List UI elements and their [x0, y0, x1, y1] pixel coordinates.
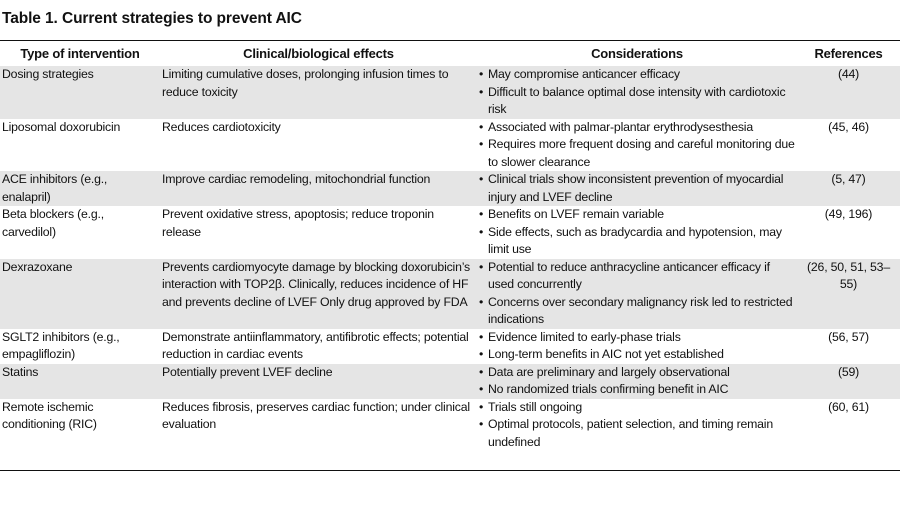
references-cell: (5, 47): [797, 171, 900, 206]
intervention-cell: Dosing strategies: [0, 66, 160, 119]
intervention-cell: Beta blockers (e.g., carvedilol): [2, 207, 104, 239]
consideration-item: • May compromise anticancer efficacy: [479, 66, 795, 84]
references-cell: (26, 50, 51, 53–55): [797, 259, 900, 329]
intervention-cell: Dexrazoxane: [0, 259, 160, 329]
table-row: [0, 206, 900, 259]
considerations-cell: [477, 364, 797, 399]
table-row: [0, 329, 900, 364]
consideration-item: • Data are preliminary and largely observational: [479, 364, 795, 382]
effects-cell: Reduces cardiotoxicity: [162, 119, 281, 134]
table-title: Table 1. Current strategies to prevent AIC: [2, 10, 302, 27]
header-intervention: Type of intervention: [20, 46, 140, 61]
considerations-cell: [477, 329, 797, 364]
considerations-cell: [477, 66, 797, 119]
header-considerations: Considerations: [591, 46, 683, 61]
references-cell: (44): [797, 66, 900, 119]
considerations-list: [479, 119, 795, 172]
table-row: [0, 66, 900, 119]
effects-cell: Prevent oxidative stress, apoptosis; reduce troponin release: [162, 207, 434, 239]
consideration-item: • Requires more frequent dosing and careful monitoring due to slower clearance: [479, 136, 795, 171]
references-cell: (56, 57): [828, 329, 869, 344]
considerations-list: [479, 206, 795, 259]
table-row: [0, 399, 900, 452]
effects-cell: Improve cardiac remodeling, mitochondrial function: [160, 171, 477, 206]
effects-cell: Limiting cumulative doses, prolonging infusion times to reduce toxicity: [160, 66, 477, 119]
consideration-item: • Long-term benefits in AIC not yet established: [479, 346, 795, 364]
consideration-item: • Clinical trials show inconsistent prevention of myocardial injury and LVEF decline: [479, 171, 795, 206]
considerations-cell: [477, 119, 797, 172]
references-cell: (59): [797, 364, 900, 399]
effects-cell: Potentially prevent LVEF decline: [160, 364, 477, 399]
table-row: [0, 259, 900, 329]
effects-cell: Prevents cardiomyocyte damage by blocking doxorubicin’s interaction with TOP2β. Clinically, reduces incidence of HF and prevents decline of LVEF Only drug approved by FDA: [160, 259, 477, 329]
considerations-cell: [477, 259, 797, 329]
considerations-cell: [477, 171, 797, 206]
considerations-list: [479, 364, 795, 399]
consideration-item: • Evidence limited to early-phase trials: [479, 329, 795, 347]
consideration-item: • Associated with palmar-plantar erythrodysesthesia: [479, 119, 795, 137]
intervention-cell: Statins: [0, 364, 160, 399]
consideration-item: • Trials still ongoing: [479, 399, 795, 417]
strategies-table: [0, 44, 900, 451]
header-references: References: [814, 46, 883, 61]
intervention-cell: Liposomal doxorubicin: [2, 119, 121, 134]
bottom-rule: [0, 470, 900, 471]
effects-cell: Demonstrate antiinflammatory, antifibrotic effects; potential reduction in cardiac events: [162, 329, 469, 361]
intervention-cell: Remote ischemic conditioning (RIC): [2, 399, 97, 431]
considerations-cell: [477, 399, 797, 452]
consideration-item: • Potential to reduce anthracycline anticancer efficacy if used concurrently: [479, 259, 795, 294]
table-body: [0, 66, 900, 451]
header-row: [0, 44, 900, 66]
considerations-cell: [477, 206, 797, 259]
considerations-list: [479, 66, 795, 119]
intervention-cell: SGLT2 inhibitors (e.g., empagliflozin): [2, 329, 120, 361]
table-row: [0, 119, 900, 172]
references-cell: (60, 61): [828, 399, 869, 414]
considerations-list: [479, 399, 795, 452]
considerations-list: [479, 329, 795, 364]
references-cell: (45, 46): [828, 119, 869, 134]
table-row: [0, 171, 900, 206]
consideration-item: • Optimal protocols, patient selection, and timing remain undefined: [479, 416, 795, 451]
intervention-cell: ACE inhibitors (e.g., enalapril): [0, 171, 160, 206]
consideration-item: • Concerns over secondary malignancy risk led to restricted indications: [479, 294, 795, 329]
consideration-item: • Difficult to balance optimal dose intensity with cardiotoxic risk: [479, 84, 795, 119]
considerations-list: [479, 259, 795, 329]
consideration-item: • No randomized trials confirming benefit in AIC: [479, 381, 795, 399]
consideration-item: • Side effects, such as bradycardia and hypotension, may limit use: [479, 224, 795, 259]
table-row: [0, 364, 900, 399]
effects-cell: Reduces fibrosis, preserves cardiac function; under clinical evaluation: [162, 399, 470, 431]
top-rule: [0, 40, 900, 41]
header-effects: Clinical/biological effects: [243, 46, 394, 61]
considerations-list: [479, 171, 795, 206]
consideration-item: • Benefits on LVEF remain variable: [479, 206, 795, 224]
references-cell: (49, 196): [824, 207, 873, 221]
